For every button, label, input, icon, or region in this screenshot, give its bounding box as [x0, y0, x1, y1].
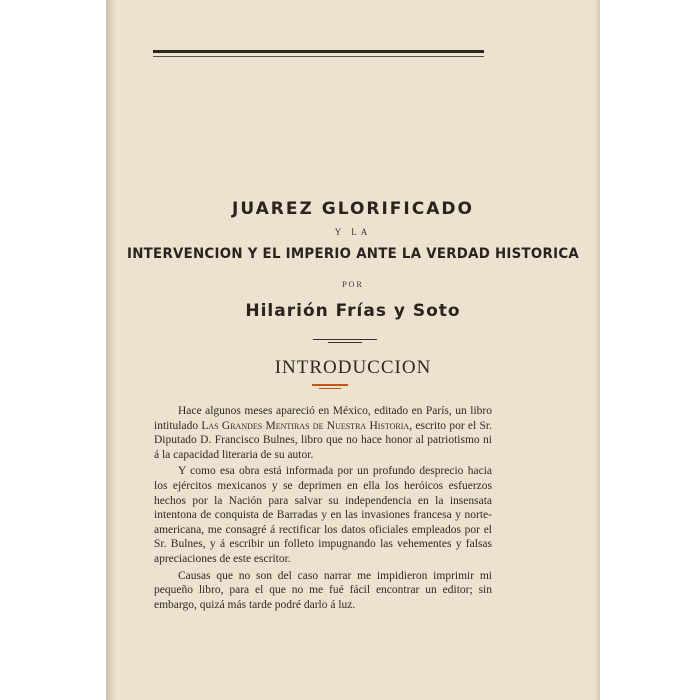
page-edge-shadow: [594, 0, 600, 700]
paragraph-1-end: , escrito por el Sr. Diputado D. Francisco Bulnes, libro que no hace honor al patriotismo ni á la capacidad literaria de su autor.: [154, 419, 492, 461]
title-line-1: JUAREZ GLORIFICADO: [232, 199, 474, 219]
book-page: [106, 0, 600, 700]
section-heading: INTRODUCCION: [274, 357, 432, 378]
paragraph-2: Y como esa obra está informada por un profundo desprecio hacia los ejércitos mexicanos y se deprimen en ella los heróicos esfuerzos hechos por la Nación para salvar su independencia en la insensata intentona de conquista de Barradas y en las invasiones francesa y norte-americana, me consagré á rectificar los datos oficiales empleados por el Sr. Bulnes, y á escribir un folleto impugnando las vehementes y falsas apreciaciones de este escritor.: [154, 465, 492, 565]
red-ornament-short: [319, 388, 341, 389]
header-rule: [153, 50, 484, 53]
ornament-rule: [313, 339, 377, 340]
author-name: Hilarión Frías y Soto: [245, 301, 461, 321]
book-title: Las Grandes Mentiras de Nuestra Historia: [201, 419, 410, 432]
title-connector-y: Y LA: [334, 227, 372, 237]
paragraph-1-start: Hace algunos meses apareció en México, editado en París, un libro intitulado: [154, 405, 492, 432]
header-rule-thin: [153, 56, 484, 57]
body-text: [154, 404, 492, 612]
paragraph-1: [154, 404, 492, 462]
ornament-rule-short: [328, 342, 362, 343]
paragraph-3: Causas que no son del caso narrar me impidieron imprimir mi pequeño libro, para el que no me fué fácil encontrar un editor; sin embargo, quizá más tarde podré darlo á luz.: [154, 569, 492, 611]
page-gutter-shadow: [106, 0, 116, 700]
title-line-2: INTERVENCION Y EL IMPERIO ANTE LA VERDAD HISTORICA: [126, 246, 579, 262]
red-ornament: [312, 384, 348, 386]
title-connector-por: POR: [342, 280, 364, 289]
